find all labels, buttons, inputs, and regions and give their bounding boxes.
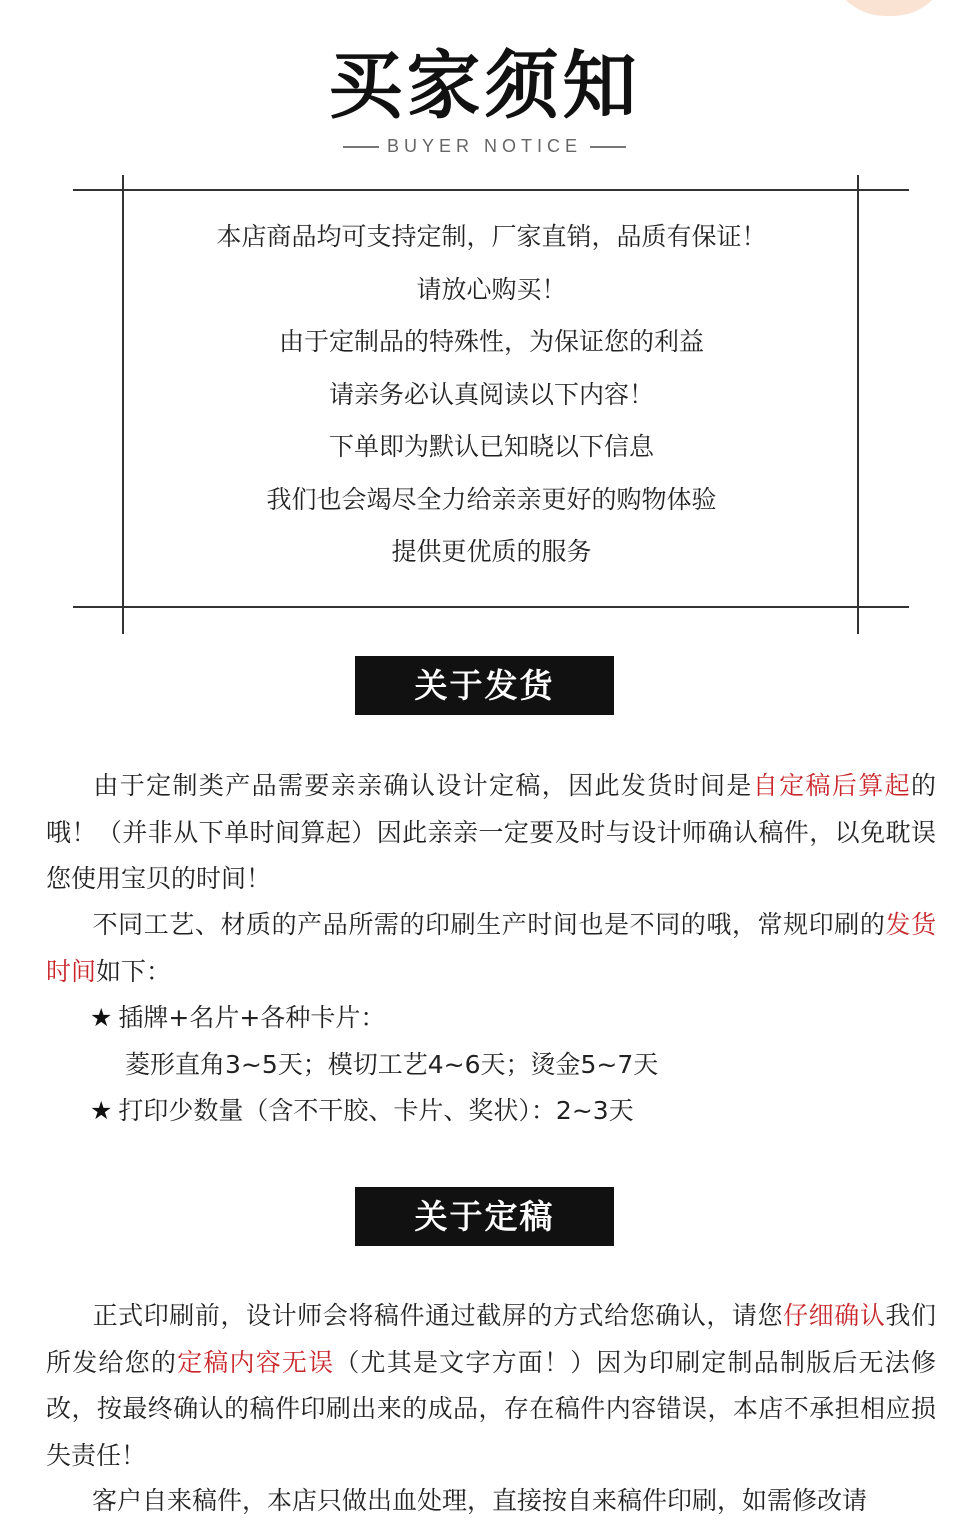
draft-p1-text-c: （尤其是文字方面！）因为印刷定制品制版后无法修改，按最终确认的稿件印刷出来的成品，存在稿件内容错误，本店不承担相应损失责任！ xyxy=(46,1347,936,1470)
shipping-p2-text-a: 不同工艺、材质的产品所需的印刷生产时间也是不同的哦，常规印刷的 xyxy=(92,910,886,939)
notice-line: 下单即为默认已知晓以下信息 xyxy=(328,432,654,461)
notice-frame-left-rule xyxy=(122,175,124,634)
draft-p1-highlight-2: 定稿内容无误 xyxy=(177,1347,335,1377)
shipping-item xyxy=(125,1042,658,1088)
notice-line: 我们也会竭尽全力给亲亲更好的购物体验 xyxy=(266,484,717,514)
shipping-p1-highlight: 自定稿后算起 xyxy=(752,771,911,800)
notice-frame-top-rule xyxy=(73,189,909,191)
shipping-item xyxy=(90,1088,634,1134)
draft-section-header: 关于定稿 xyxy=(355,1187,614,1246)
shipping-section-header: 关于发货 xyxy=(355,656,614,715)
draft-p1-text-b: 我们所发给您的 xyxy=(46,1301,936,1377)
notice-line: 本店商品均可支持定制，厂家直销，品质有保证！ xyxy=(216,222,767,251)
draft-p1-highlight-1: 仔细确认 xyxy=(783,1301,886,1330)
shipping-paragraph-1 xyxy=(46,763,936,903)
draft-paragraph-2-partial xyxy=(46,1478,936,1525)
draft-p2-text: 客户自来稿件，本店只做出血处理，直接按自来稿件印刷，如需修改请 xyxy=(92,1486,868,1515)
notice-line: 请放心购买！ xyxy=(416,274,567,304)
corner-decoration xyxy=(829,0,949,16)
draft-p1-text-a: 正式印刷前，设计师会将稿件通过截屏的方式给您确认，请您 xyxy=(92,1301,784,1330)
subtitle-right-rule xyxy=(590,146,626,148)
shipping-item-text: 打印少数量（含不干胶、卡片、奖状）：2~3天 xyxy=(118,1096,634,1125)
star-icon: ★ xyxy=(90,1096,113,1125)
notice-frame-bottom-rule xyxy=(73,606,909,608)
shipping-p1-text-b: 的哦！（并非从下单时间算起）因此亲亲一定要及时与设计师确认稿件，以免耽误您使用宝贝的时间！ xyxy=(46,771,936,893)
page-subtitle: BUYER NOTICE xyxy=(386,136,583,156)
shipping-item xyxy=(90,995,385,1041)
subtitle-row xyxy=(0,136,969,157)
notice-line: 提供更优质的服务 xyxy=(391,537,592,566)
notice-line: 由于定制品的特殊性，为保证您的利益 xyxy=(278,327,704,356)
notice-line: 请亲务必认真阅读以下内容！ xyxy=(328,379,654,409)
shipping-p1-text-a: 由于定制类产品需要亲亲确认设计定稿，因此发货时间是 xyxy=(92,771,753,800)
notice-box xyxy=(125,214,858,582)
subtitle-left-rule xyxy=(343,146,379,148)
shipping-item-text: 插牌+名片+各种卡片： xyxy=(118,1003,386,1032)
draft-paragraph-1 xyxy=(46,1293,936,1479)
page-title: 买家须知 xyxy=(328,43,641,129)
star-icon: ★ xyxy=(90,1003,113,1032)
shipping-item-text: 菱形直角3~5天；模切工艺4~6天；烫金5~7天 xyxy=(125,1050,659,1079)
shipping-p2-highlight: 发货时间 xyxy=(46,910,936,986)
shipping-p2-text-b: 如下： xyxy=(96,956,172,986)
shipping-paragraph-2 xyxy=(46,902,936,995)
